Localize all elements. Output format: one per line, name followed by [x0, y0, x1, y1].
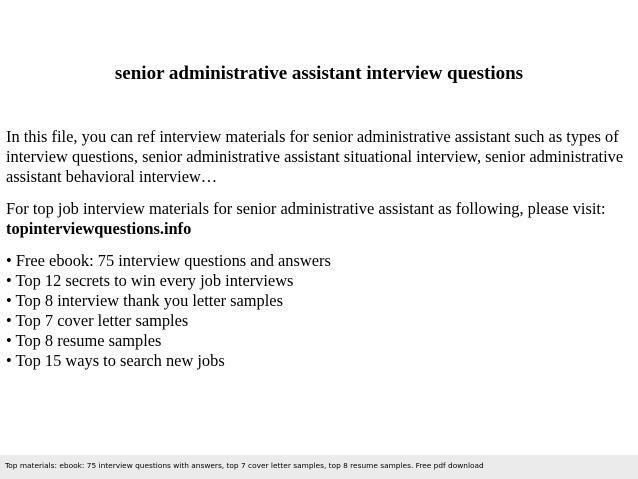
slide-title: senior administrative assistant interview questions	[114, 63, 524, 84]
list-item: • Top 12 secrets to win every job interviews	[6, 271, 294, 290]
lead-paragraph	[6, 199, 632, 239]
bullet-list	[6, 251, 632, 371]
site-link[interactable]: topinterviewquestions.info	[6, 219, 192, 238]
list-item: • Top 15 ways to search new jobs	[6, 351, 225, 370]
footer-text: Top materials: ebook: 75 interview questions with answers, top 7 cover letter samples, top 8 resume samples. Free pdf download	[5, 461, 484, 470]
list-item: • Free ebook: 75 interview questions and answers	[6, 251, 331, 270]
list-item: • Top 8 interview thank you letter samples	[6, 291, 283, 310]
lead-text: For top job interview materials for senior administrative assistant as following, please visit:	[6, 199, 606, 218]
list-item: • Top 8 resume samples	[6, 331, 162, 350]
footer-bar	[0, 455, 638, 479]
list-item: • Top 7 cover letter samples	[6, 311, 189, 330]
slide-body	[6, 127, 632, 371]
intro-paragraph: In this file, you can ref interview materials for senior administrative assistant such as types of interview questions, senior administrative assistant situational interview, senior administrative assistant behavioral interview…	[6, 127, 624, 186]
